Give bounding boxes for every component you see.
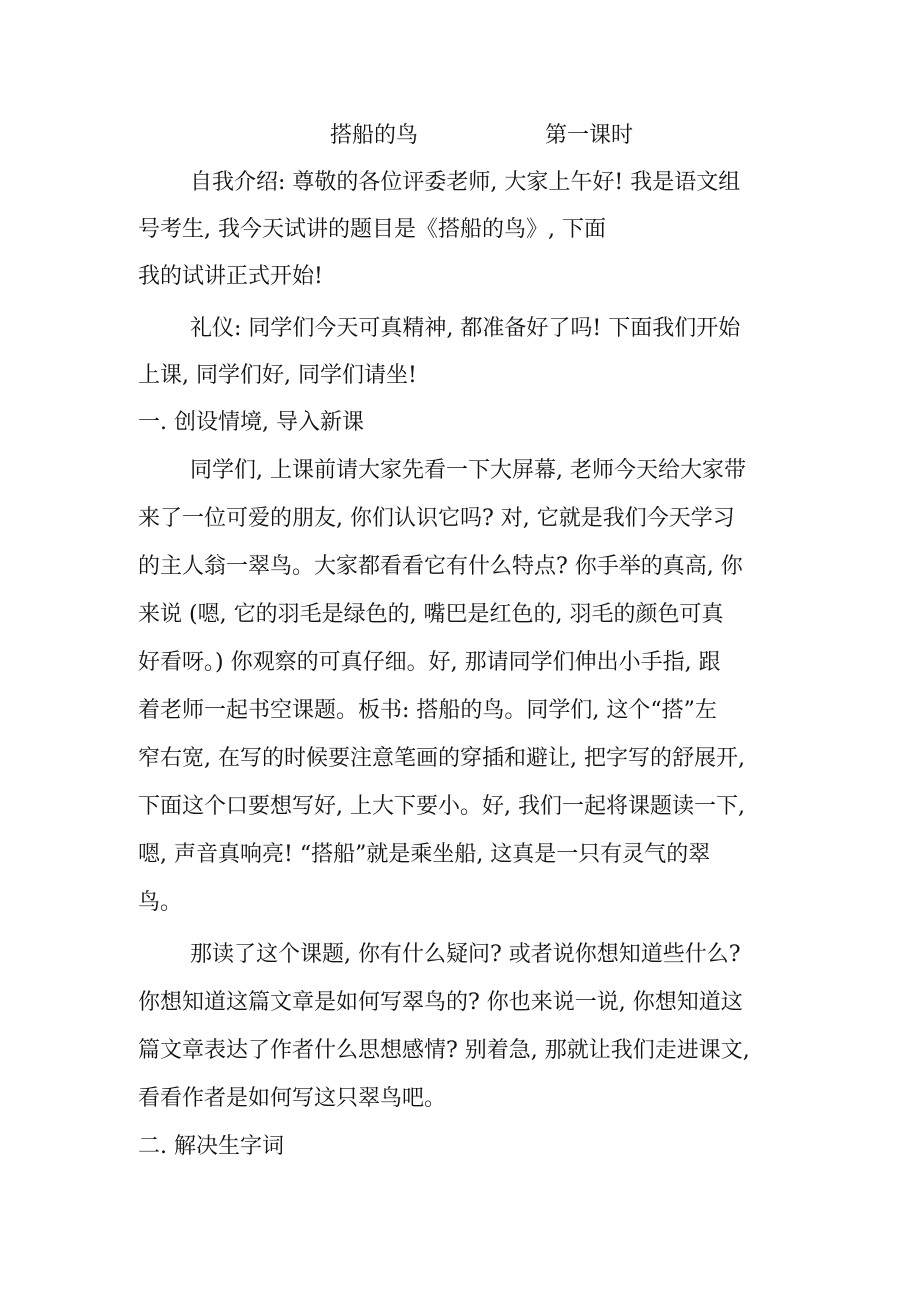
section-heading: 一. 创设情境, 导入新课 — [138, 410, 364, 435]
paragraph-line: 看看作者是如何写这只翠鸟吧。 — [138, 1086, 447, 1111]
paragraph-line: 同学们, 上课前请大家先看一下大屏幕, 老师今天给大家带 — [190, 458, 746, 483]
document-title: 搭船的鸟 — [330, 123, 419, 148]
section-heading: 二. 解决生字词 — [138, 1134, 284, 1159]
paragraph-line: 的主人翁一翠鸟。大家都看看它有什么特点? 你手举的真高, 你 — [138, 554, 743, 579]
paragraph-line: 鸟。 — [138, 890, 183, 915]
paragraph-line: 好看呀。) 你观察的可真仔细。好, 那请同学们伸出小手指, 跟 — [138, 650, 721, 675]
paragraph-line: 下面这个口要想写好, 上大下要小。好, 我们一起将课题读一下, — [138, 794, 745, 819]
paragraph-line: 礼仪: 同学们今天可真精神, 都准备好了吗! 下面我们开始 — [190, 316, 741, 341]
paragraph-line: 上课, 同学们好, 同学们请坐! — [138, 363, 417, 388]
paragraph-line: 来了一位可爱的朋友, 你们认识它吗? 对, 它就是我们今天学习 — [138, 506, 735, 531]
paragraph-line: 你想知道这篇文章是如何写翠鸟的? 你也来说一说, 你想知道这 — [138, 990, 743, 1015]
paragraph-line: 着老师一起书空课题。板书: 搭船的鸟。同学们, 这个“搭”左 — [138, 698, 717, 723]
document-subtitle: 第一课时 — [545, 123, 634, 148]
paragraph-line: 来说 (嗯, 它的羽毛是绿色的, 嘴巴是红色的, 羽毛的颜色可真 — [138, 602, 724, 627]
paragraph-line: 嗯, 声音真响亮! “搭船”就是乘坐船, 这真是一只有灵气的翠 — [138, 842, 711, 867]
paragraph-line: 号考生, 我今天试讲的题目是《搭船的鸟》, 下面 — [138, 217, 606, 242]
paragraph-line: 那读了这个课题, 你有什么疑问? 或者说你想知道些什么? — [190, 942, 741, 967]
paragraph-line: 窄右宽, 在写的时候要注意笔画的穿插和避让, 把字写的舒展开, — [138, 746, 745, 771]
paragraph-line: 篇文章表达了作者什么思想感情? 别着急, 那就让我们走进课文, — [138, 1038, 750, 1063]
paragraph-line: 我的试讲正式开始! — [138, 264, 323, 289]
paragraph-line: 自我介绍: 尊敬的各位评委老师, 大家上午好! 我是语文组 — [190, 170, 741, 195]
